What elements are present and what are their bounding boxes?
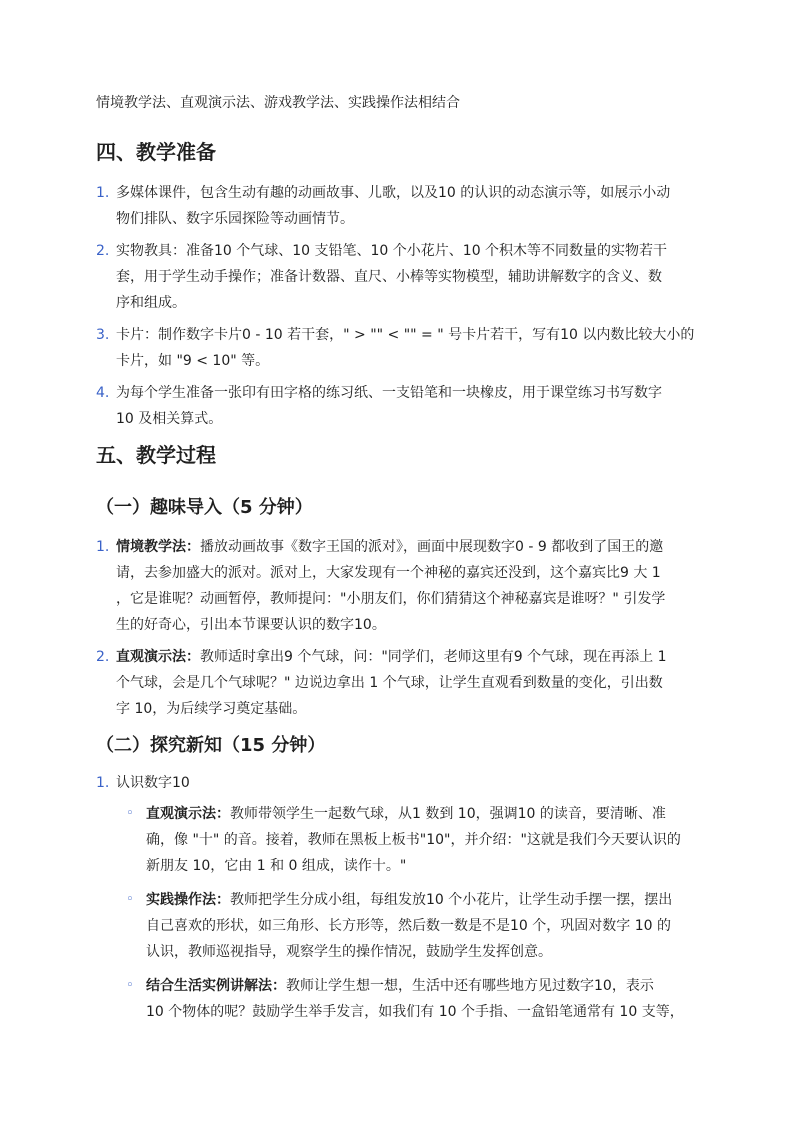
sublist-item-text: 新朋友 10，它由 1 和 0 组成，读作十。"	[146, 858, 407, 874]
list-item-text: 个气球，会是几个气球呢？" 边说边拿出 1 个气球，让学生直观看到数量的变化，引出数	[116, 675, 663, 691]
list-number: 2.	[96, 243, 110, 259]
list-number: 2.	[96, 649, 110, 665]
sublist-item-text: 教师把学生分成小组，每组发放10 个小花片，让学生动手摆一摆，摆出	[230, 892, 673, 908]
list-item-text: 认识数字10	[116, 775, 190, 791]
sublist-item	[126, 801, 706, 879]
list-number: 3.	[96, 327, 110, 343]
list-item-text: 卡片：制作数字卡片0 - 10 若干套，" > "" < "" = " 号卡片若干，写有10 以内数比较大小的	[116, 327, 695, 343]
list-item-text: 生的好奇心，引出本节课要认识的数字10。	[116, 617, 386, 633]
list-item-text: 套，用于学生动手操作；准备计数器、直尺、小棒等实物模型，辅助讲解数字的含义、数	[116, 269, 662, 285]
list-item-text: 序和组成。	[116, 295, 186, 311]
method-label: 情境教学法：	[116, 539, 200, 555]
list-item-text: 播放动画故事《数字王国的派对》，画面中展现数字0 - 9 都收到了国王的邀	[200, 539, 664, 555]
list-item-text: 多媒体课件，包含生动有趣的动画故事、儿歌，以及10 的认识的动态演示等，如展示小动	[116, 185, 671, 201]
sublist-item-text: 10 个物体的呢？鼓励学生举手发言，如我们有 10 个手指、一盒铅笔通常有 10 支等，	[146, 1004, 684, 1020]
list-item	[96, 770, 706, 796]
method-label: 直观演示法：	[146, 806, 230, 822]
list-item-text: 物们排队、数字乐园探险等动画情节。	[116, 211, 354, 227]
list-item-text: 10 及相关算式。	[116, 411, 223, 427]
list-item-text: 请，去参加盛大的派对。派对上，大家发现有一个神秘的嘉宾还没到，这个嘉宾比9 大 1	[116, 565, 661, 581]
explore-sublist	[126, 801, 706, 1025]
sublist-item	[126, 887, 706, 965]
teaching-methods-line: 情境教学法、直观演示法、游戏教学法、实践操作法相结合	[96, 95, 460, 111]
method-label: 实践操作法：	[146, 892, 230, 908]
list-item-text: 卡片，如 "9 < 10" 等。	[116, 353, 270, 369]
list-item	[96, 180, 706, 232]
list-item	[96, 380, 706, 432]
bullet-icon: ◦	[126, 806, 134, 821]
sublist-item-text: 教师带领学生一起数气球，从1 数到 10，强调10 的读音，要清晰、准	[230, 806, 666, 822]
list-number: 1.	[96, 775, 110, 791]
list-item	[96, 238, 706, 316]
list-item	[96, 322, 706, 374]
list-item-text: 字 10，为后续学习奠定基础。	[116, 701, 307, 717]
method-label: 结合生活实例讲解法：	[146, 978, 286, 994]
sublist-item-text: 教师让学生想一想，生活中还有哪些地方见过数字10，表示	[286, 978, 654, 994]
bullet-icon: ◦	[126, 892, 134, 907]
sublist-item-text: 认识，教师巡视指导，观察学生的操作情况，鼓励学生发挥创意。	[146, 944, 552, 960]
list-item	[96, 534, 706, 638]
preparation-list	[96, 180, 706, 432]
sublist-item-text: 确，像 "十" 的音。接着，教师在黑板上板书"10"，并介绍："这就是我们今天要认识的	[146, 832, 681, 848]
sublist-item	[126, 973, 706, 1025]
subsection-title-explore: （二）探究新知（15 分钟）	[96, 735, 326, 756]
list-item-text: 教师适时拿出9 个气球，问："同学们，老师这里有9 个气球，现在再添上 1	[200, 649, 667, 665]
explore-list	[96, 770, 706, 796]
section-title-preparation: 四、教学准备	[96, 140, 216, 164]
list-item-text: ，它是谁呢？动画暂停，教师提问："小朋友们，你们猜猜这个神秘嘉宾是谁呀？" 引发学	[116, 591, 666, 607]
list-number: 1.	[96, 539, 110, 555]
list-item-text: 实物教具：准备10 个气球、10 支铅笔、10 个小花片、10 个积木等不同数量的实物若干	[116, 243, 668, 259]
sublist-item-text: 自己喜欢的形状，如三角形、长方形等，然后数一数是不是10 个，巩固对数字 10 的	[146, 918, 671, 934]
section-title-process: 五、教学过程	[96, 443, 216, 467]
bullet-icon: ◦	[126, 978, 134, 993]
list-item	[96, 644, 706, 722]
method-label: 直观演示法：	[116, 649, 200, 665]
list-number: 1.	[96, 185, 110, 201]
intro-list	[96, 534, 706, 722]
list-number: 4.	[96, 385, 110, 401]
list-item-text: 为每个学生准备一张印有田字格的练习纸、一支铅笔和一块橡皮，用于课堂练习书写数字	[116, 385, 662, 401]
subsection-title-intro: （一）趣味导入（5 分钟）	[96, 497, 313, 518]
